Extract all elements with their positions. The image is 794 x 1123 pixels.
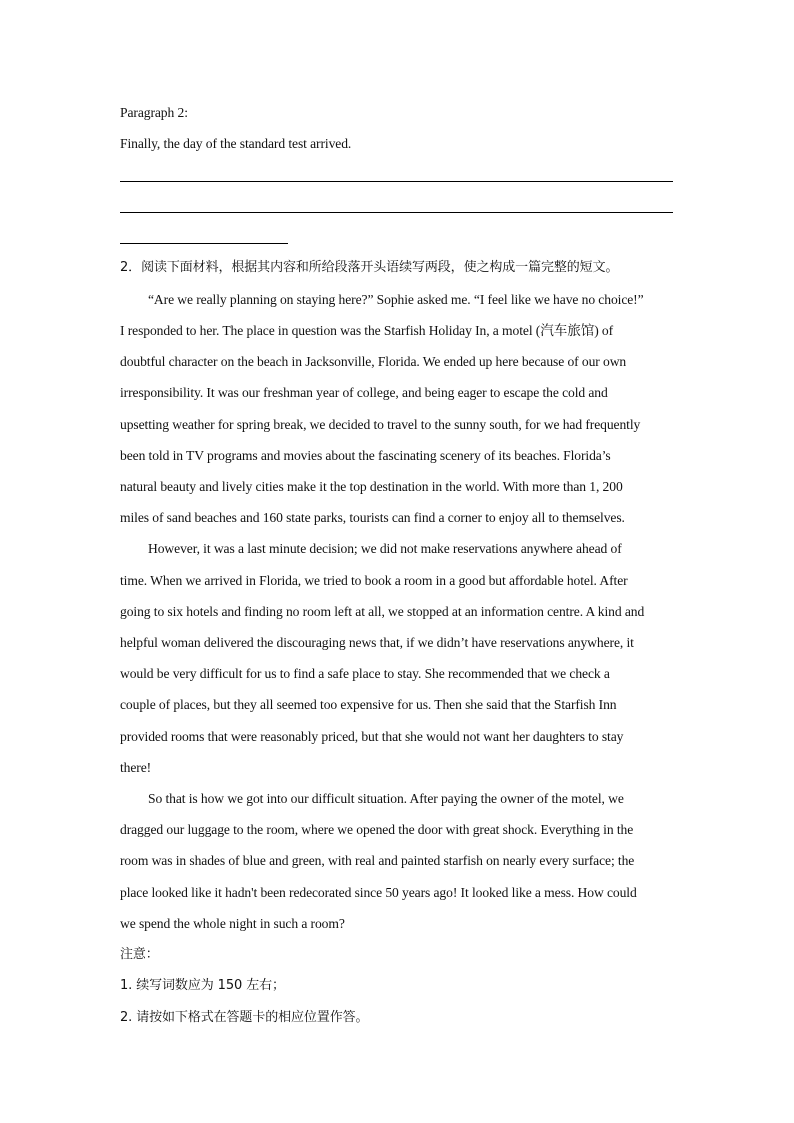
answer-line-1 [120,181,673,182]
passage-line: However, it was a last minute decision; we did not make reservations anywhere ahead of [148,541,622,556]
passage-line: natural beauty and lively cities make it the top destination in the world. With more than 1, 200 [120,479,623,494]
passage-line: provided rooms that were reasonably priced, but that she would not want her daughters to stay [120,729,624,744]
paragraph-label: Paragraph 2: [120,105,188,120]
passage-line: there! [120,760,152,775]
passage-line: couple of places, but they all seemed too expensive for us. Then she said that the Starfish Inn [120,697,617,712]
passage-line: dragged our luggage to the room, where we opened the door with great shock. Everything in the [120,822,634,837]
passage-line: we spend the whole night in such a room? [120,916,345,931]
answer-line-2 [120,212,673,213]
passage-line: “Are we really planning on staying here?” Sophie asked me. “I feel like we have no choice!” [148,292,644,307]
passage-line: I responded to her. The place in question was the Starfish Holiday In, a motel (汽车旅馆) of [120,323,614,338]
passage-line: room was in shades of blue and green, with real and painted starfish on nearly every surface; the [120,853,635,868]
answer-line-3 [120,243,288,244]
question-title: 2．阅读下面材料，根据其内容和所给段落开头语续写两段，使之构成一篇完整的短文。 [120,260,619,275]
passage-line: been told in TV programs and movies about the fascinating scenery of its beaches. Florida’s [120,448,611,463]
paragraph-start: Finally, the day of the standard test arrived. [120,136,352,151]
passage-line: helpful woman delivered the discouraging news that, if we didn’t have reservations anywhere, it [120,635,634,650]
notes-heading: 注意： [120,947,159,962]
note-item: 1. 续写词数应为 150 左右； [120,978,285,993]
passage-line: would be very difficult for us to find a safe place to stay. She recommended that we check a [120,666,610,681]
passage-line: upsetting weather for spring break, we decided to travel to the sunny south, for we had frequently [120,417,641,432]
passage-line: doubtful character on the beach in Jacksonville, Florida. We ended up here because of our own [120,354,627,369]
passage-line: So that is how we got into our difficult situation. After paying the owner of the motel, we [148,791,624,806]
passage-line: time. When we arrived in Florida, we tried to book a room in a good but affordable hotel. After [120,573,628,588]
note-item: 2. 请按如下格式在答题卡的相应位置作答。 [120,1010,369,1025]
passage-line: place looked like it hadn't been redecorated since 50 years ago! It looked like a mess. How could [120,885,637,900]
passage-line: irresponsibility. It was our freshman year of college, and being eager to escape the cold and [120,385,608,400]
passage-line: going to six hotels and finding no room left at all, we stopped at an information centre. A kind and [120,604,645,619]
passage-line: miles of sand beaches and 160 state parks, tourists can find a corner to enjoy all to themselves. [120,510,625,525]
